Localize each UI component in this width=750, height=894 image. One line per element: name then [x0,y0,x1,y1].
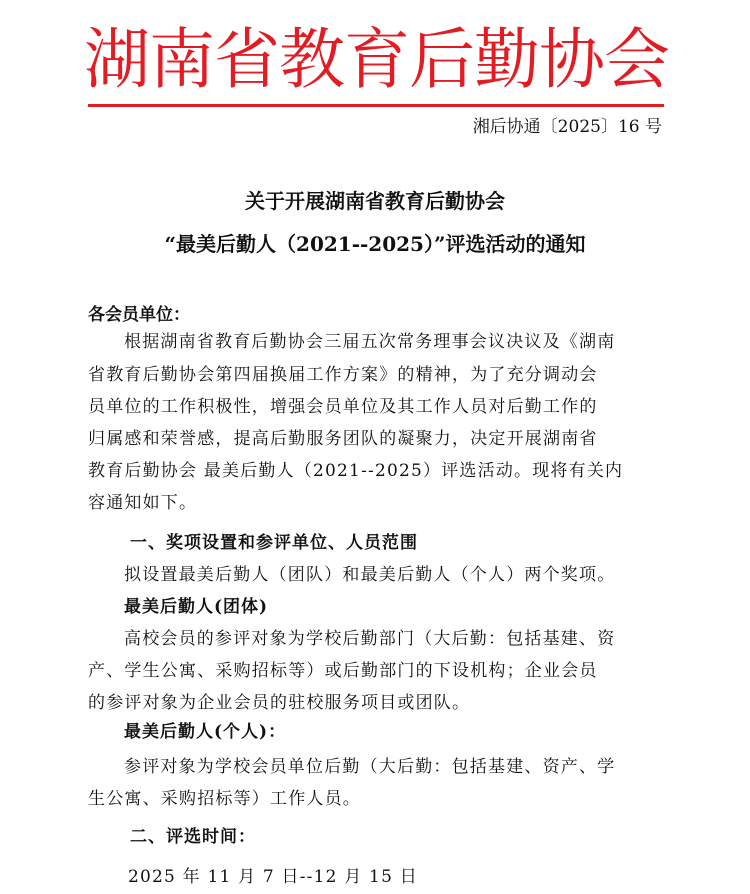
individual-award-line: 生公寓、采购招标等）工作人员。 [88,789,361,809]
intro-line: 教育后勤协会 最美后勤人（2021--2025）评选活动。现将有关内 [88,461,624,481]
intro-line: 根据湖南省教育后勤协会三届五次常务理事会议决议及《湖南 [124,332,616,352]
salutation: 各会员单位： [88,305,190,325]
individual-award-heading: 最美后勤人(个人)： [124,722,287,742]
section-1-heading: 一、奖项设置和参评单位、人员范围 [130,533,418,553]
selection-date-range: 2025 年 11 月 7 日--12 月 15 日 [128,867,418,887]
intro-line: 省教育后勤协会第四届换届工作方案》的精神，为了充分调动会 [88,365,598,385]
team-award-line: 的参评对象为企业会员的驻校服务项目或团队。 [88,693,471,713]
intro-line: 归属感和荣誉感，提高后勤服务团队的凝聚力，决定开展湖南省 [88,429,598,449]
section-2-heading: 二、评选时间： [130,827,256,847]
team-award-heading: 最美后勤人(团体) [124,597,269,617]
section-1-intro: 拟设置最美后勤人（团队）和最美后勤人（个人）两个奖项。 [124,565,616,585]
document-title-line-1: 关于开展湖南省教育后勤协会 [245,189,505,213]
organization-letterhead: 湖南省教育后勤协会 [84,21,669,98]
intro-line: 容通知如下。 [88,493,198,513]
document-title-line-2: “最美后勤人（2021--2025）”评选活动的通知 [164,232,586,256]
team-award-line: 产、学生公寓、采购招标等）或后勤部门的下设机构；企业会员 [88,661,598,681]
team-award-line: 高校会员的参评对象为学校后勤部门（大后勤：包括基建、资 [124,629,616,649]
individual-award-line: 参评对象为学校会员单位后勤（大后勤：包括基建、资产、学 [124,757,616,777]
letterhead-divider [88,104,664,107]
intro-line: 员单位的工作积极性，增强会员单位及其工作人员对后勤工作的 [88,397,598,417]
document-number: 湘后协通〔2025〕16 号 [472,117,662,137]
